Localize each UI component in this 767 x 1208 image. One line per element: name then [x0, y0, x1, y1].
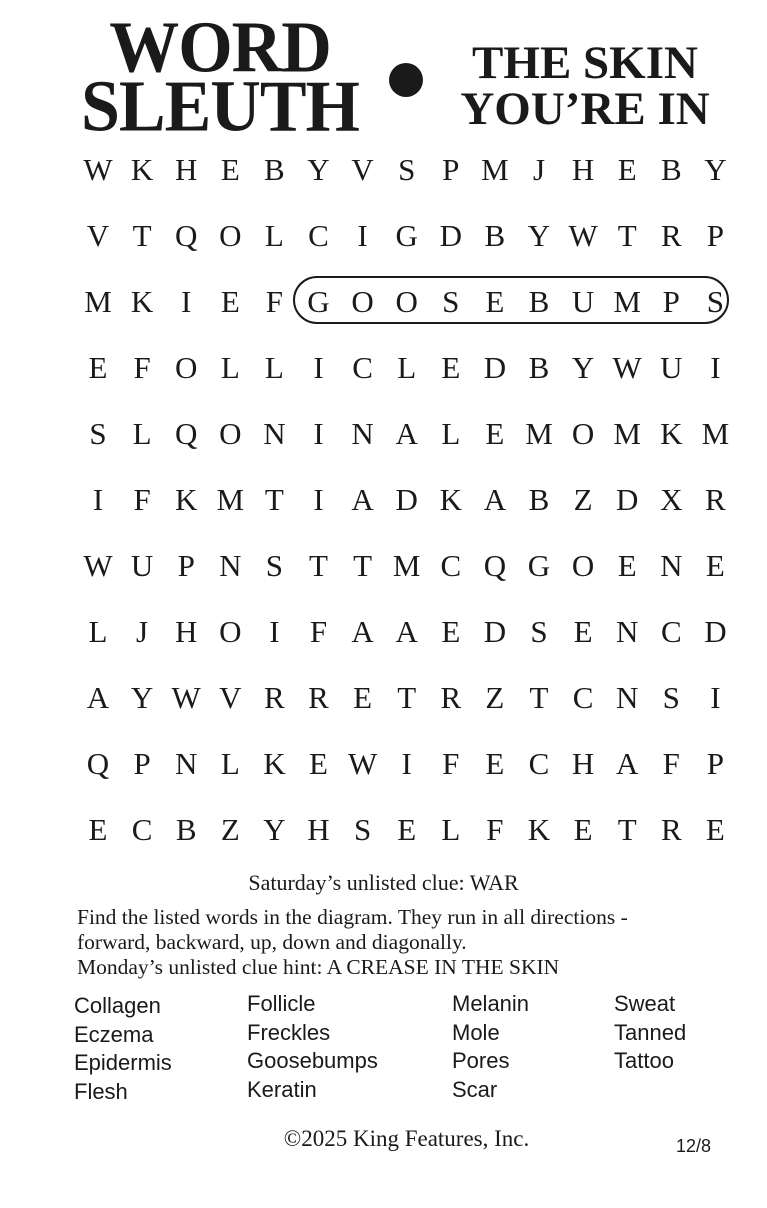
word-list-column-1 — [74, 992, 172, 1106]
grid-letter: E — [705, 812, 725, 847]
grid-letter: E — [705, 548, 725, 583]
grid-letter: M — [392, 548, 421, 583]
grid-letter: N — [219, 548, 242, 583]
grid-letter: B — [528, 482, 550, 517]
word-list-item: Eczema — [74, 1021, 154, 1047]
grid-letter: Y — [527, 218, 551, 253]
grid-letter: N — [660, 548, 683, 583]
grid-letter: D — [439, 218, 462, 253]
grid-letter: Z — [485, 680, 505, 715]
grid-letter: J — [136, 614, 149, 649]
word-list-column-4 — [614, 990, 686, 1076]
word-list-item: Tanned — [614, 1019, 687, 1045]
grid-letter: M — [216, 482, 245, 517]
grid-letter: R — [660, 218, 682, 253]
grid-letter: P — [442, 152, 460, 187]
grid-letter: V — [219, 680, 242, 715]
grid-letter: Y — [571, 350, 595, 385]
grid-letter: F — [133, 350, 151, 385]
grid-letter: C — [308, 218, 329, 253]
grid-letter: N — [615, 680, 639, 715]
title-bullet-dot — [389, 63, 423, 97]
grid-letter: Q — [174, 416, 198, 451]
grid-letter: E — [617, 152, 637, 187]
grid-letter: E — [441, 350, 461, 385]
grid-letter: A — [351, 482, 374, 517]
grid-letter: P — [177, 548, 195, 583]
grid-letter: I — [357, 218, 368, 253]
grid-letter: T — [309, 548, 328, 583]
grid-letter: P — [662, 284, 680, 319]
word-list-column-2 — [247, 990, 378, 1104]
grid-letter: T — [353, 548, 373, 583]
grid-letter: Y — [704, 152, 727, 187]
grid-letter: Q — [483, 548, 507, 583]
grid-letter: O — [219, 416, 242, 451]
grid-letter: S — [353, 812, 372, 847]
grid-letter: V — [86, 218, 110, 253]
grid-letter: A — [483, 482, 507, 517]
grid-letter: Q — [174, 218, 198, 253]
grid-letter: C — [352, 350, 373, 385]
grid-letter: R — [660, 812, 682, 847]
instructions-line-3: Monday’s unlisted clue hint: A CREASE IN THE SKIN — [77, 955, 560, 979]
grid-letter: N — [351, 416, 374, 451]
grid-row — [76, 140, 736, 200]
grid-letter: Y — [263, 812, 286, 847]
grid-letter: K — [527, 812, 551, 847]
grid-letter: B — [528, 350, 550, 385]
grid-letter: L — [264, 350, 284, 385]
theme-line-1: THE SKIN — [472, 37, 698, 89]
grid-letter: K — [174, 482, 198, 517]
grid-letter: W — [347, 746, 378, 781]
grid-letter: L — [220, 350, 240, 385]
grid-letter: W — [612, 350, 642, 385]
grid-letter: O — [219, 614, 242, 649]
grid-letter: P — [133, 746, 151, 781]
brand-line-1: WORD — [109, 7, 331, 89]
letter-grid — [76, 140, 736, 860]
grid-letter: R — [705, 482, 726, 517]
grid-letter: N — [615, 614, 639, 649]
instructions-line-2: forward, backward, up, down and diagonally. — [77, 930, 467, 954]
grid-row — [76, 404, 736, 464]
word-list-item: Flesh — [74, 1078, 128, 1104]
grid-letter: A — [351, 614, 374, 649]
grid-row — [76, 602, 736, 662]
grid-letter: I — [313, 416, 324, 451]
grid-row — [76, 338, 736, 398]
grid-letter: K — [130, 152, 154, 187]
grid-letter: L — [441, 812, 461, 847]
grid-letter: F — [662, 746, 680, 781]
grid-letter: Y — [307, 152, 330, 187]
grid-letter: H — [571, 152, 595, 187]
word-list-item: Freckles — [247, 1019, 331, 1045]
grid-letter: Y — [130, 680, 154, 715]
grid-letter: O — [571, 416, 595, 451]
grid-row — [76, 800, 736, 860]
grid-letter: E — [617, 548, 637, 583]
grid-letter: F — [309, 614, 328, 649]
grid-letter: U — [130, 548, 154, 583]
grid-letter: H — [571, 746, 595, 781]
grid-letter: T — [132, 218, 152, 253]
grid-letter: M — [481, 152, 509, 187]
grid-letter: Q — [86, 746, 110, 781]
grid-letter: J — [532, 152, 546, 187]
grid-letter: S — [398, 152, 416, 187]
grid-letter: C — [660, 614, 682, 649]
grid-letter: Z — [573, 482, 593, 517]
word-list-item: Tattoo — [614, 1048, 674, 1073]
grid-letter: E — [309, 746, 328, 781]
grid-letter: G — [527, 548, 551, 583]
grid-letter: E — [397, 812, 417, 847]
grid-row — [76, 734, 736, 794]
grid-letter: H — [174, 614, 198, 649]
grid-letter: Z — [220, 812, 240, 847]
grid-letter: F — [486, 812, 504, 847]
grid-letter: M — [701, 416, 730, 451]
grid-letter: L — [88, 614, 108, 649]
circled-answer-oval — [293, 276, 729, 324]
grid-letter: S — [530, 614, 548, 649]
grid-letter: D — [615, 482, 639, 517]
grid-letter: B — [264, 152, 285, 187]
grid-letter: N — [263, 416, 286, 451]
word-list-item: Melanin — [452, 991, 530, 1016]
grid-letter: O — [395, 284, 418, 319]
grid-letter: D — [395, 482, 418, 517]
brand-line-2: SLEUTH — [81, 66, 359, 148]
word-list-item: Sweat — [614, 991, 676, 1016]
grid-letter: W — [83, 152, 113, 187]
grid-letter: L — [132, 416, 152, 451]
grid-letter: A — [395, 416, 418, 451]
date-code: 12/8 — [676, 1136, 712, 1156]
grid-letter: N — [174, 746, 198, 781]
grid-letter: I — [92, 482, 104, 517]
grid-letter: T — [617, 218, 637, 253]
grid-letter: B — [484, 218, 506, 253]
grid-letter: S — [442, 284, 460, 319]
grid-letter: F — [265, 284, 284, 319]
grid-letter: O — [219, 218, 242, 253]
grid-letter: O — [174, 350, 198, 385]
grid-row — [76, 470, 736, 530]
word-list-item: Pores — [452, 1048, 510, 1073]
grid-letter: U — [571, 284, 595, 319]
grid-letter: A — [615, 746, 639, 781]
grid-letter: A — [395, 614, 418, 649]
word-list-column-3 — [452, 990, 529, 1104]
grid-letter: O — [571, 548, 595, 583]
grid-letter: F — [442, 746, 460, 781]
grid-letter: G — [307, 284, 330, 319]
grid-letter: K — [263, 746, 286, 781]
grid-letter: I — [313, 350, 324, 385]
grid-letter: R — [308, 680, 329, 715]
grid-letter: S — [265, 548, 284, 583]
grid-letter: O — [351, 284, 374, 319]
grid-letter: D — [704, 614, 727, 649]
grid-row — [76, 668, 736, 728]
grid-letter: M — [613, 284, 641, 319]
theme-line-2: YOU’RE IN — [460, 83, 710, 135]
grid-letter: P — [706, 218, 725, 253]
grid-letter: C — [131, 812, 153, 847]
grid-letter: W — [83, 548, 113, 583]
grid-letter: E — [88, 812, 108, 847]
grid-letter: E — [485, 746, 505, 781]
grid-letter: L — [264, 218, 284, 253]
word-list-item: Scar — [452, 1076, 498, 1102]
puzzle-brand-title — [70, 7, 370, 148]
grid-letter: E — [88, 350, 108, 385]
grid-letter: V — [351, 152, 374, 187]
grid-letter: K — [130, 284, 154, 319]
grid-letter: G — [395, 218, 418, 253]
word-list-item: Goosebumps — [247, 1048, 378, 1073]
grid-letter: I — [710, 350, 721, 385]
grid-letter: B — [175, 812, 197, 847]
grid-letter: C — [528, 746, 550, 781]
grid-letter: S — [89, 416, 107, 451]
instructions — [77, 905, 757, 980]
grid-row — [76, 206, 736, 266]
grid-letter: L — [220, 746, 240, 781]
grid-letter: I — [313, 482, 324, 517]
grid-letter: S — [662, 680, 680, 715]
grid-letter: M — [84, 284, 112, 319]
grid-letter: L — [397, 350, 417, 385]
grid-letter: S — [706, 284, 725, 319]
grid-letter: T — [397, 680, 417, 715]
grid-letter: K — [660, 416, 683, 451]
grid-letter: E — [573, 614, 593, 649]
grid-letter: C — [440, 548, 462, 583]
instructions-line-1: Find the listed words in the diagram. They run in all directions - — [77, 905, 628, 929]
grid-letter: X — [660, 482, 683, 517]
word-list-item: Epidermis — [74, 1050, 172, 1075]
grid-letter: K — [439, 482, 462, 517]
saturday-clue: Saturday’s unlisted clue: WAR — [248, 870, 519, 895]
grid-letter: T — [529, 680, 549, 715]
grid-letter: T — [264, 482, 284, 517]
grid-letter: M — [613, 416, 641, 451]
word-list-item: Follicle — [247, 991, 316, 1016]
grid-letter: E — [485, 284, 505, 319]
grid-letter: E — [573, 812, 593, 847]
word-list-item: Mole — [452, 1019, 500, 1045]
grid-letter: D — [483, 350, 507, 385]
grid-letter: R — [264, 680, 285, 715]
puzzle-theme-title — [440, 37, 730, 135]
grid-letter: E — [353, 680, 373, 715]
grid-letter: H — [307, 812, 330, 847]
grid-row — [76, 536, 736, 596]
grid-letter: E — [441, 614, 461, 649]
word-list-item: Keratin — [247, 1076, 317, 1102]
grid-letter: E — [485, 416, 505, 451]
word-list-item: Collagen — [74, 993, 161, 1018]
grid-letter: A — [86, 680, 110, 715]
grid-letter: I — [181, 284, 192, 319]
grid-letter: I — [269, 614, 280, 649]
grid-letter: B — [528, 284, 550, 319]
grid-letter: W — [568, 218, 598, 253]
copyright-notice: ©2025 King Features, Inc. — [283, 1126, 530, 1151]
grid-letter: L — [441, 416, 461, 451]
grid-letter: W — [171, 680, 201, 715]
grid-letter: E — [220, 152, 240, 187]
grid-letter: R — [440, 680, 462, 715]
grid-letter: H — [174, 152, 198, 187]
grid-letter: D — [483, 614, 507, 649]
grid-letter: M — [525, 416, 553, 451]
grid-letter: E — [220, 284, 240, 319]
grid-letter: I — [710, 680, 721, 715]
grid-letter: F — [133, 482, 151, 517]
grid-letter: I — [401, 746, 412, 781]
grid-letter: C — [572, 680, 594, 715]
grid-letter: B — [660, 152, 682, 187]
grid-letter: U — [660, 350, 683, 385]
grid-letter: P — [706, 746, 725, 781]
grid-letter: T — [617, 812, 637, 847]
